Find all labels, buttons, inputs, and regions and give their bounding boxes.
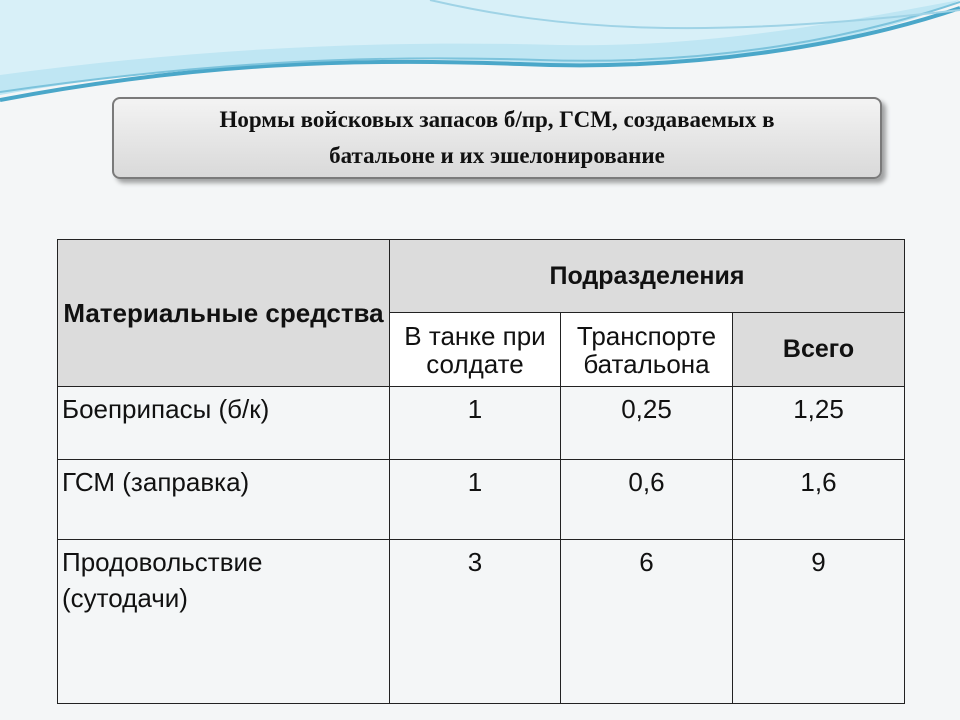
row-label: Боеприпасы (б/к) xyxy=(58,387,390,460)
cell-transport: 0,25 xyxy=(561,387,733,460)
cell-tank: 1 xyxy=(390,460,561,540)
table-row xyxy=(58,460,905,540)
row-label: ГСМ (заправка) xyxy=(58,460,390,540)
cell-transport: 0,6 xyxy=(561,460,733,540)
table-row xyxy=(58,540,905,704)
row-label: Продовольствие (сутодачи) xyxy=(58,540,390,704)
header-transport: Транспорте батальона xyxy=(561,313,733,387)
decorative-wave-header xyxy=(0,0,960,110)
cell-total: 9 xyxy=(733,540,905,704)
header-units: Подразделения xyxy=(390,240,905,313)
page-title xyxy=(219,102,774,174)
title-line-1: Нормы войсковых запасов б/пр, ГСМ, создаваемых в xyxy=(219,107,775,132)
table-row xyxy=(58,387,905,460)
norms-table-wrapper xyxy=(57,239,905,704)
cell-tank: 3 xyxy=(390,540,561,704)
header-total: Всего xyxy=(733,313,905,387)
cell-total: 1,6 xyxy=(733,460,905,540)
header-tank: В танке при солдате xyxy=(390,313,561,387)
header-material: Материальные средства xyxy=(58,240,390,387)
cell-transport: 6 xyxy=(561,540,733,704)
title-banner xyxy=(112,97,882,179)
cell-tank: 1 xyxy=(390,387,561,460)
norms-table xyxy=(57,239,905,704)
cell-total: 1,25 xyxy=(733,387,905,460)
title-line-2: батальоне и их эшелонирование xyxy=(329,143,665,168)
